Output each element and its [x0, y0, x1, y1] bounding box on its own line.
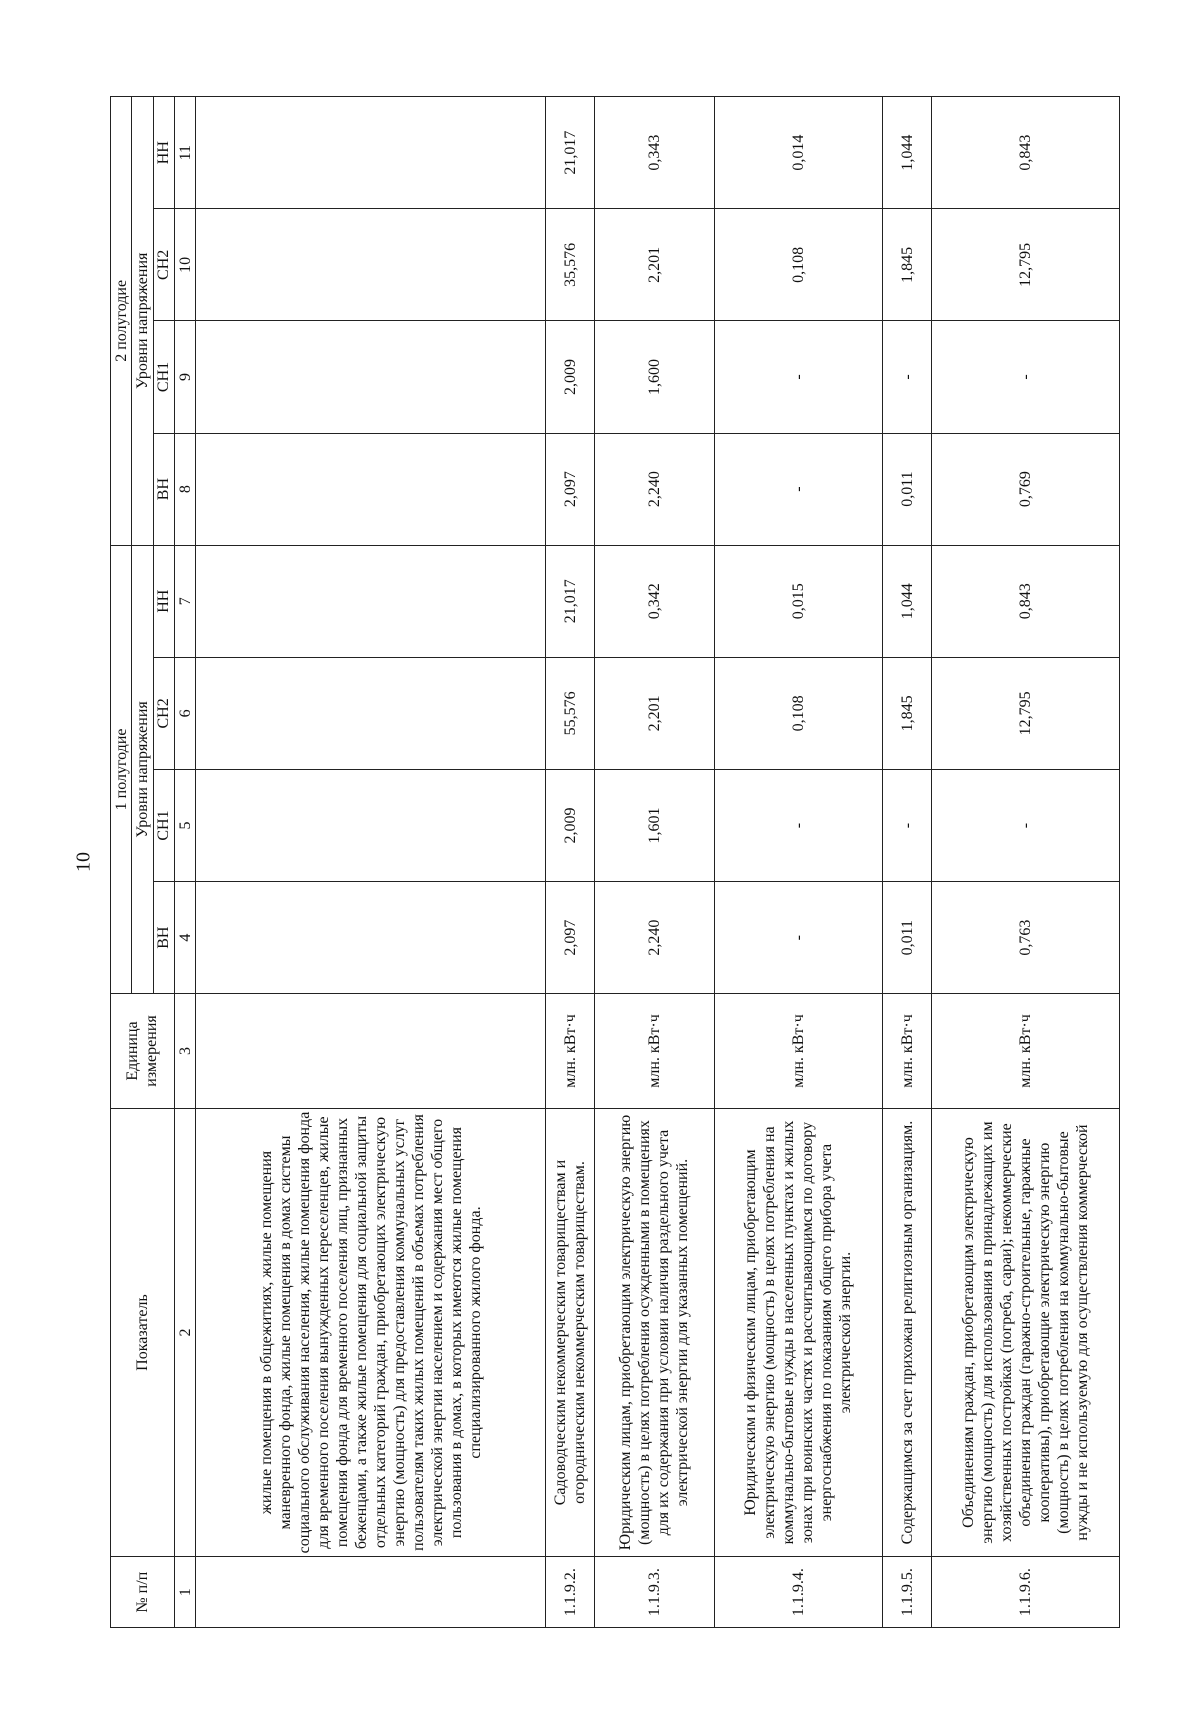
row-code: 1.1.9.2.	[546, 1557, 595, 1628]
value-h2-sn2: 1,845	[883, 209, 932, 321]
value-h1-nn: 0,342	[595, 545, 714, 657]
value-h2-sn1: -	[932, 321, 1120, 433]
column-number: 7	[174, 545, 195, 657]
table-row	[714, 97, 883, 1628]
value-h2-nn: 21,017	[546, 97, 595, 209]
column-number: 6	[174, 657, 195, 769]
value-h1-sn2: 55,576	[546, 657, 595, 769]
value-h1-sn1: -	[883, 769, 932, 881]
column-number: 3	[174, 994, 195, 1109]
row-indicator: Содержащимся за счет прихожан религиозным организациям.	[883, 1108, 932, 1557]
column-number: 10	[174, 209, 195, 321]
row-unit: млн. кВт·ч	[883, 994, 932, 1109]
value-h2-sn2	[196, 209, 546, 321]
value-h2-sn1	[196, 321, 546, 433]
value-h1-nn: 0,843	[932, 545, 1120, 657]
header-sn1-h1: СН1	[153, 769, 174, 881]
value-h2-sn2: 2,201	[595, 209, 714, 321]
value-h1-sn1: 2,009	[546, 769, 595, 881]
header-nn-h1: НН	[153, 545, 174, 657]
value-h2-sn1: -	[714, 321, 883, 433]
header-sn1-h2: СН1	[153, 321, 174, 433]
tariff-table-sheet	[110, 96, 1120, 1628]
row-code	[196, 1557, 546, 1628]
value-h1-sn2: 1,845	[883, 657, 932, 769]
row-indicator: Объединениям граждан, приобретающим электрическую энергию (мощность) для использования в принадлежащих им хозяйственных постройках (погреба, сараи); некоммерческие объединения граждан (гаражно-строительные, гаражные кооперативы), приобретающие электрическую энергию (мощность) в целях потребления на коммунально-бытовые нужды и не используемую для осуществления коммерческой	[932, 1108, 1120, 1557]
column-number: 11	[174, 97, 195, 209]
value-h1-sn1: 1,601	[595, 769, 714, 881]
value-h2-vn: 0,769	[932, 433, 1120, 545]
table-row	[546, 97, 595, 1628]
value-h2-nn: 0,014	[714, 97, 883, 209]
header-vn-h2: ВН	[153, 433, 174, 545]
row-code: 1.1.9.5.	[883, 1557, 932, 1628]
value-h2-sn1: 2,009	[546, 321, 595, 433]
value-h1-vn: 2,097	[546, 882, 595, 994]
value-h2-nn: 0,343	[595, 97, 714, 209]
row-indicator: Юридическим и физическим лицам, приобретающим электрическую энергию (мощность) в целях потребления на коммунально-бытовые нужды в населенных пунктах и жилых зонах при воинских частях и рассчитывающимся по договору энергоснабжения по показаниям общего прибора учета электрической энергии.	[714, 1108, 883, 1557]
value-h1-sn2: 2,201	[595, 657, 714, 769]
header-no: № п/п	[111, 1557, 175, 1628]
header-voltage-levels-h2: Уровни напряжения	[132, 97, 153, 546]
tariff-table	[110, 96, 1120, 1628]
value-h1-sn2	[196, 657, 546, 769]
row-indicator: Садоводческим некоммерческим товариществам и огородническим некоммерческим товариществам.	[546, 1108, 595, 1557]
header-half1: 1 полугодие	[111, 545, 132, 994]
header-half2: 2 полугодие	[111, 97, 132, 546]
value-h1-nn	[196, 545, 546, 657]
value-h1-vn: 0,011	[883, 882, 932, 994]
value-h2-sn1: 1,600	[595, 321, 714, 433]
value-h1-sn1	[196, 769, 546, 881]
value-h2-vn: 0,011	[883, 433, 932, 545]
value-h1-sn2: 0,108	[714, 657, 883, 769]
row-unit: млн. кВт·ч	[546, 994, 595, 1109]
value-h2-nn: 0,843	[932, 97, 1120, 209]
header-voltage-levels-h1: Уровни напряжения	[132, 545, 153, 994]
value-h2-nn: 1,044	[883, 97, 932, 209]
table-row	[883, 97, 932, 1628]
value-h1-nn: 0,015	[714, 545, 883, 657]
value-h1-vn: 0,763	[932, 882, 1120, 994]
row-unit: млн. кВт·ч	[714, 994, 883, 1109]
value-h2-vn: 2,097	[546, 433, 595, 545]
table-row	[196, 97, 546, 1628]
table-row	[595, 97, 714, 1628]
column-number: 5	[174, 769, 195, 881]
column-number: 1	[174, 1557, 195, 1628]
value-h1-nn: 21,017	[546, 545, 595, 657]
header-vn-h1: ВН	[153, 882, 174, 994]
row-code: 1.1.9.3.	[595, 1557, 714, 1628]
column-number: 4	[174, 882, 195, 994]
header-indicator: Показатель	[111, 1108, 175, 1557]
row-indicator: жилые помещения в общежитиях, жилые помещения маневренного фонда, жилые помещения в домах системы социального обслуживания населения, жилые помещения фонда для временного поселения вынужденных переселенцев, жилые помещения фонда для временного поселения лиц, признанных беженцами, а также жилые помещения для социальной защиты отдельных категорий граждан, приобретающих электрическую энергию (мощность) для предоставления коммунальных услуг пользователям таких жилых помещений в объемах потребления электрической энергии населением и содержания мест общего пользования в домах, в которых имеются жилые помещения специализированного жилого фонда.	[196, 1108, 546, 1557]
value-h2-sn2: 35,576	[546, 209, 595, 321]
header-unit: Единица измерения	[111, 994, 175, 1109]
table-row	[932, 97, 1120, 1628]
value-h2-sn2: 12,795	[932, 209, 1120, 321]
row-unit: млн. кВт·ч	[595, 994, 714, 1109]
row-code: 1.1.9.4.	[714, 1557, 883, 1628]
row-unit: млн. кВт·ч	[932, 994, 1120, 1109]
value-h1-sn1: -	[714, 769, 883, 881]
value-h1-nn: 1,044	[883, 545, 932, 657]
value-h1-sn2: 12,795	[932, 657, 1120, 769]
row-code: 1.1.9.6.	[932, 1557, 1120, 1628]
row-indicator: Юридическим лицам, приобретающим электрическую энергию (мощность) в целях потребления осужденными в помещениях для их содержания при условии наличия раздельного учета электрической энергии для указанных помещений.	[595, 1108, 714, 1557]
page-number: 10	[72, 852, 95, 872]
header-sn2-h2: СН2	[153, 209, 174, 321]
column-number: 2	[174, 1108, 195, 1557]
header-nn-h2: НН	[153, 97, 174, 209]
value-h2-vn: 2,240	[595, 433, 714, 545]
value-h2-vn	[196, 433, 546, 545]
value-h1-sn1: -	[932, 769, 1120, 881]
value-h1-vn	[196, 882, 546, 994]
value-h2-sn1: -	[883, 321, 932, 433]
value-h1-vn: 2,240	[595, 882, 714, 994]
value-h2-vn: -	[714, 433, 883, 545]
column-number: 9	[174, 321, 195, 433]
value-h2-sn2: 0,108	[714, 209, 883, 321]
header-sn2-h1: СН2	[153, 657, 174, 769]
column-number: 8	[174, 433, 195, 545]
value-h2-nn	[196, 97, 546, 209]
value-h1-vn: -	[714, 882, 883, 994]
row-unit	[196, 994, 546, 1109]
